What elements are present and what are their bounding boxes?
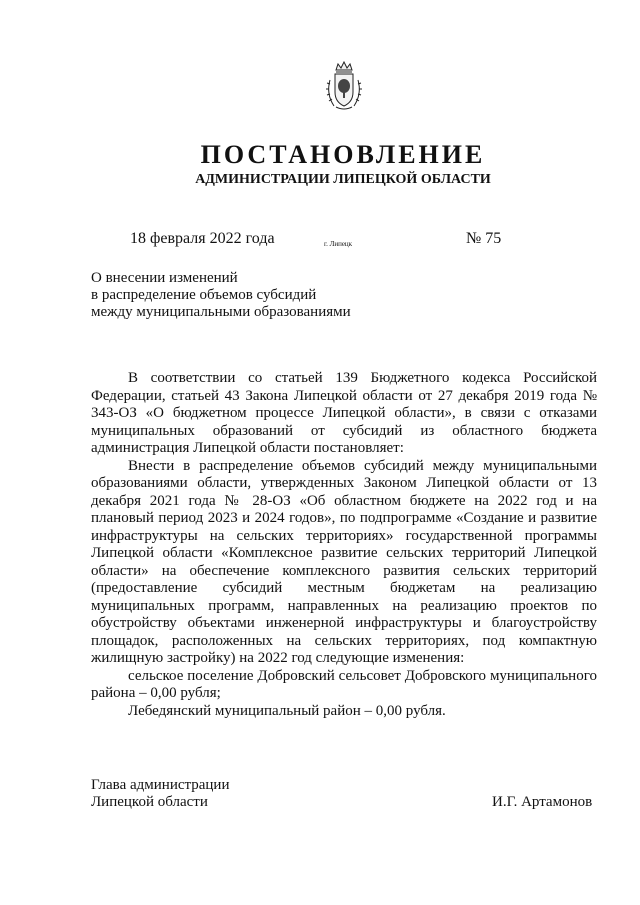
body-paragraph: В соответствии со статьей 139 Бюджетного кодекса Российской Федерации, статьей 43 Закона Липецкой области от 27 декабря 2019 года № 343-ОЗ «О бюджетном процессе Липецкой области», в связи с отказами муниципальных образований от субсидий из областного бюджета администрация Липецкой области постановляет: [91,370,597,456]
document-title: ПОСТАНОВЛЕНИЕ [200,140,486,169]
signatory-position [91,777,229,811]
subject-line: О внесении изменений [91,270,238,286]
body-paragraph: сельское поселение Добровский сельсовет Добровского муниципального района – 0,00 рубля; [91,667,597,701]
document-subject [91,270,351,321]
body-paragraph: Внести в распределение объемов субсидий между муниципальными образованиями области, утвержденных Законом Липецкой области от 13 декабря 2021 года № 28-ОЗ «Об областном бюджете на 2022 год и на плановый период 2023 и 2024 годов», по подпрограмме «Создание и развитие инфраструктуры на сельских территориях» государственной программы Липецкой области «Комплексное развитие сельских территорий Липецкой области» на обеспечение комплексного развития сельских территорий (предоставление субсидий местным бюджетам на реализацию муниципальных программ, направленных на реализацию проектов по обустройству объектами инженерной инфраструктуры и благоустройству площадок, расположенных на сельских территориях, под компактную жилищную застройку) на 2022 год следующие изменения: [91,457,597,666]
coat-of-arms-icon [324,60,364,112]
document-city: г. Липецк [324,240,353,248]
subject-line: в распределение объемов субсидий [91,287,317,303]
document-date: 18 февраля 2022 года [130,230,275,247]
subject-line: между муниципальными образованиями [91,304,351,320]
document-body [91,370,597,720]
signatory-position-line: Глава администрации [91,777,230,793]
signatory-name: И.Г. Артамонов [492,794,593,810]
signatory-position-line: Липецкой области [91,794,208,810]
document-number: № 75 [466,230,502,247]
issuing-authority: АДМИНИСТРАЦИИ ЛИПЕЦКОЙ ОБЛАСТИ [195,172,491,187]
body-paragraph: Лебедянский муниципальный район – 0,00 рубля. [128,702,446,719]
